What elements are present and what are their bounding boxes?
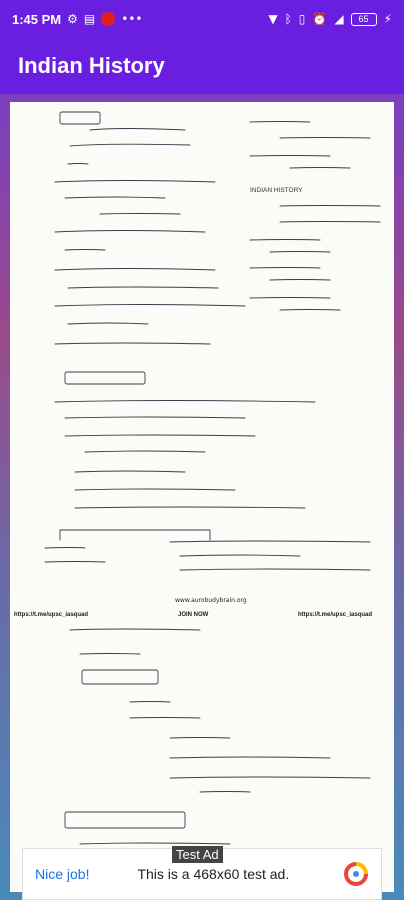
content-area — [0, 94, 404, 900]
footer-link-left[interactable]: https://t.me/upsc_iasquad — [14, 612, 89, 618]
jio-icon — [101, 12, 115, 26]
status-time: 1:45 PM — [12, 11, 62, 27]
handwritten-notes-image — [10, 102, 394, 892]
notes-heading: INDIAN HISTORY — [250, 187, 303, 194]
document-page[interactable] — [10, 102, 394, 892]
app-title: Indian History — [18, 53, 165, 78]
app-bar — [0, 38, 404, 94]
battery-icon: 65 — [351, 13, 377, 26]
more-dots-icon: ••• — [121, 12, 143, 26]
alarm-icon: ⏰ — [312, 12, 328, 26]
charging-icon: ⚡ — [383, 12, 392, 26]
ad-cta[interactable]: Nice job! — [35, 866, 90, 882]
footer-join-now[interactable]: JOIN NOW — [178, 612, 209, 618]
ad-label: Test Ad — [172, 846, 223, 863]
wifi-icon: ▼ — [268, 12, 278, 26]
vibrate-icon: ▯ — [298, 12, 306, 26]
message-icon: ▤ — [83, 12, 96, 26]
ad-text: This is a 468x60 test ad. — [137, 866, 290, 882]
source-watermark: www.aurobudybrain.org — [175, 597, 247, 604]
ad-logo-icon — [343, 861, 369, 887]
status-bar — [0, 0, 404, 38]
footer-link-right[interactable]: https://t.me/upsc_iasquad — [298, 612, 373, 618]
signal-icon: ◢ — [334, 12, 344, 26]
bluetooth-icon: ᛒ — [284, 12, 292, 26]
gear-icon: ⚙ — [67, 12, 78, 26]
